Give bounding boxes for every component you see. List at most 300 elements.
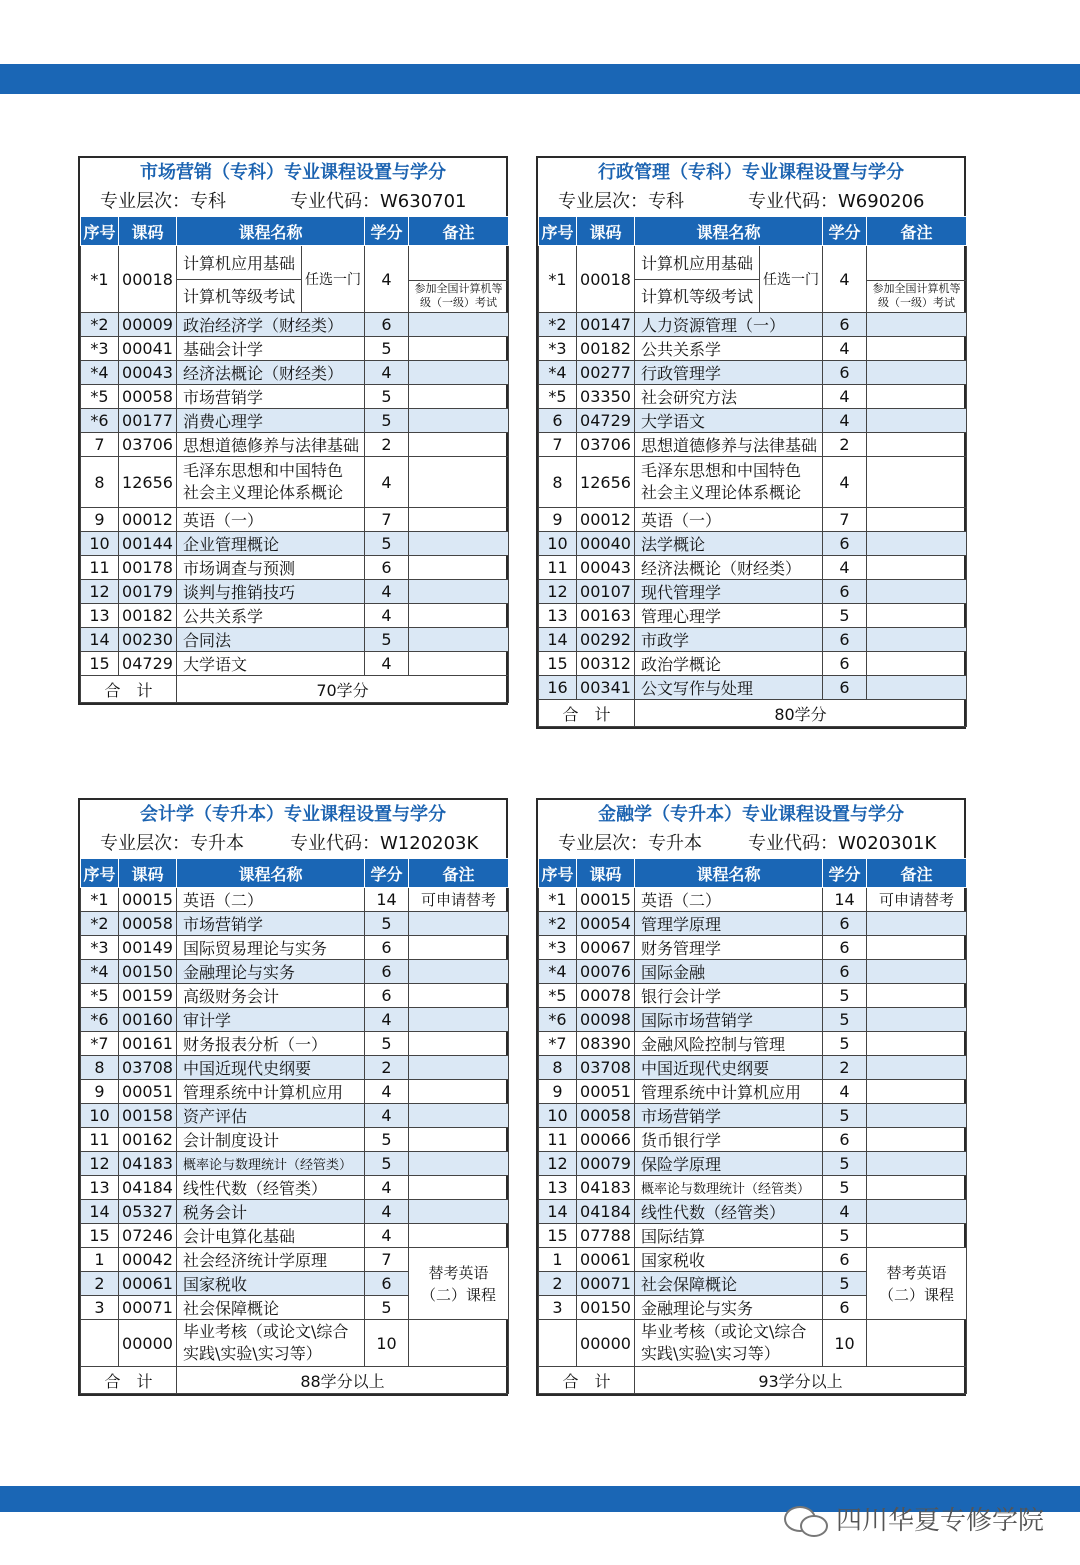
- course-code: 00051: [119, 1080, 177, 1104]
- course-name: 中国近现代史纲要: [635, 1056, 823, 1080]
- row-no: 9: [81, 1080, 119, 1104]
- header-credit: 学分: [823, 217, 867, 246]
- course-note: [867, 508, 967, 532]
- major-level: 专业层次：专升本: [100, 833, 244, 854]
- course-credit: 6: [823, 936, 867, 960]
- panel-meta: [80, 830, 506, 858]
- panel-title: 会计学（专升本）专业课程设置与学分: [140, 804, 446, 825]
- row-no: *6: [539, 1008, 577, 1032]
- table-row: [539, 556, 967, 580]
- table-row-choice: [81, 246, 509, 281]
- course-table: [80, 216, 509, 703]
- row-no: *5: [81, 984, 119, 1008]
- course-credit: 4: [365, 246, 409, 313]
- course-note-empty: [409, 246, 509, 281]
- footer-brand: [784, 1500, 1044, 1537]
- course-name: 英语（二）: [177, 888, 365, 912]
- alt-course-note: [409, 1248, 509, 1320]
- row-no: 7: [539, 433, 577, 457]
- course-name: 概率论与数理统计（经管类）: [177, 1152, 365, 1176]
- row-no: [81, 1320, 119, 1367]
- course-name: 管理系统中计算机应用: [177, 1080, 365, 1104]
- table-row: [539, 1032, 967, 1056]
- course-credit: 5: [365, 337, 409, 361]
- course-name: 思想道德修养与法律基础: [635, 433, 823, 457]
- row-no: *5: [81, 385, 119, 409]
- header-code: 课码: [119, 859, 177, 888]
- table-total-row: [539, 700, 967, 727]
- course-name: 国际金融: [635, 960, 823, 984]
- table-row: [539, 580, 967, 604]
- row-no: 10: [539, 1104, 577, 1128]
- table-row-thesis: [539, 1320, 967, 1367]
- course-code: 00009: [119, 313, 177, 337]
- table-header-row: [539, 859, 967, 888]
- row-no: *4: [81, 361, 119, 385]
- course-note: [867, 1032, 967, 1056]
- course-credit: 4: [365, 604, 409, 628]
- course-credit: 14: [365, 888, 409, 912]
- course-code: 04729: [577, 409, 635, 433]
- course-note: 可申请替考: [867, 888, 967, 912]
- course-name: 公文写作与处理: [635, 676, 823, 700]
- course-credit: 5: [823, 604, 867, 628]
- total-label: 合 计: [539, 700, 635, 727]
- course-credit: 6: [823, 313, 867, 337]
- course-note: [867, 409, 967, 433]
- table-row: [81, 433, 509, 457]
- course-credit: 5: [365, 1128, 409, 1152]
- header-code: 课码: [119, 217, 177, 246]
- row-no: [539, 1320, 577, 1367]
- table-row: [81, 1128, 509, 1152]
- course-note: [867, 361, 967, 385]
- table-row: [539, 1104, 967, 1128]
- course-credit: 6: [365, 313, 409, 337]
- header-name: 课程名称: [177, 217, 365, 246]
- course-code: 00040: [577, 532, 635, 556]
- table-row: [539, 1200, 967, 1224]
- major-level: 专业层次：专科: [558, 191, 684, 212]
- course-credit: 7: [823, 508, 867, 532]
- course-note: [867, 628, 967, 652]
- course-name: 现代管理学: [635, 580, 823, 604]
- course-code: 00012: [577, 508, 635, 532]
- course-note: [409, 409, 509, 433]
- course-note: [867, 1080, 967, 1104]
- table-row: [539, 457, 967, 508]
- course-name: 线性代数（经管类）: [635, 1200, 823, 1224]
- row-no: 3: [81, 1296, 119, 1320]
- course-note: 可申请替考: [409, 888, 509, 912]
- course-option-a: 计算机应用基础: [635, 246, 760, 279]
- course-code: 00000: [119, 1320, 177, 1367]
- course-note: [867, 1008, 967, 1032]
- course-name: 英语（一）: [177, 508, 365, 532]
- row-no: *4: [539, 960, 577, 984]
- table-row: [81, 936, 509, 960]
- course-code: 07788: [577, 1224, 635, 1248]
- table-row: [81, 1008, 509, 1032]
- course-credit: 5: [365, 532, 409, 556]
- course-name: 大学语文: [177, 652, 365, 676]
- course-credit: 5: [823, 1176, 867, 1200]
- course-credit: 5: [823, 1008, 867, 1032]
- row-no: 13: [539, 604, 577, 628]
- table-total-row: [81, 676, 509, 703]
- course-code: 00043: [577, 556, 635, 580]
- panel-title: 金融学（专升本）专业课程设置与学分: [598, 804, 904, 825]
- course-name: 金融风险控制与管理: [635, 1032, 823, 1056]
- header-code: 课码: [577, 859, 635, 888]
- course-name: 会计制度设计: [177, 1128, 365, 1152]
- course-note: [867, 1200, 967, 1224]
- table-header-row: [81, 859, 509, 888]
- table-row-thesis: [81, 1320, 509, 1367]
- course-note: [409, 361, 509, 385]
- panel-title: 行政管理（专科）专业课程设置与学分: [598, 162, 904, 183]
- table-row: [539, 433, 967, 457]
- course-code: 03708: [119, 1056, 177, 1080]
- course-note: [409, 337, 509, 361]
- row-no: 1: [539, 1248, 577, 1272]
- course-credit: 6: [823, 1128, 867, 1152]
- course-name-line1: 毕业考核（或论文\综合: [183, 1322, 349, 1341]
- header-credit: 学分: [823, 859, 867, 888]
- course-code: 00015: [119, 888, 177, 912]
- course-name: 法学概论: [635, 532, 823, 556]
- course-note: [409, 628, 509, 652]
- course-name: 英语（二）: [635, 888, 823, 912]
- course-name: 社会保障概论: [635, 1272, 823, 1296]
- course-credit: 4: [365, 1080, 409, 1104]
- course-credit: 4: [365, 1104, 409, 1128]
- table-row: [539, 936, 967, 960]
- table-row: [539, 676, 967, 700]
- table-row: [539, 337, 967, 361]
- alt-note-line1: 替考英语: [886, 1263, 947, 1282]
- table-row: [81, 912, 509, 936]
- course-note: [867, 984, 967, 1008]
- course-code: 03350: [577, 385, 635, 409]
- course-credit: 4: [365, 652, 409, 676]
- table-row: [81, 1224, 509, 1248]
- course-code: 03708: [577, 1056, 635, 1080]
- course-note: [867, 433, 967, 457]
- table-row: [539, 1248, 967, 1272]
- course-name: 政治学概论: [635, 652, 823, 676]
- course-name: 政治经济学（财经类）: [177, 313, 365, 337]
- row-no: 13: [539, 1176, 577, 1200]
- course-name: 市场调查与预测: [177, 556, 365, 580]
- course-name: 经济法概论（财经类）: [635, 556, 823, 580]
- course-name: 社会经济统计学原理: [177, 1248, 365, 1272]
- course-name: 会计电算化基础: [177, 1224, 365, 1248]
- course-name: 基础会计学: [177, 337, 365, 361]
- course-code: 00182: [577, 337, 635, 361]
- header-note: 备注: [409, 859, 509, 888]
- row-no: 14: [81, 1200, 119, 1224]
- table-row: [539, 361, 967, 385]
- row-no: 12: [539, 580, 577, 604]
- course-code: 00076: [577, 960, 635, 984]
- course-credit: 4: [365, 1008, 409, 1032]
- finance-course-panel: [536, 798, 966, 1396]
- course-code: 00150: [119, 960, 177, 984]
- row-no: 8: [81, 457, 119, 508]
- course-name: [177, 457, 365, 508]
- course-code: 12656: [119, 457, 177, 508]
- course-code: 03706: [577, 433, 635, 457]
- table-row: [539, 532, 967, 556]
- course-code: 00182: [119, 604, 177, 628]
- course-code: 00277: [577, 361, 635, 385]
- row-no: 15: [539, 652, 577, 676]
- table-row: [539, 912, 967, 936]
- course-code: 00159: [119, 984, 177, 1008]
- row-no: 9: [81, 508, 119, 532]
- course-name: 税务会计: [177, 1200, 365, 1224]
- header-no: 序号: [539, 217, 577, 246]
- course-credit: 4: [823, 556, 867, 580]
- row-no: 16: [539, 676, 577, 700]
- row-no: 10: [81, 1104, 119, 1128]
- header-credit: 学分: [365, 859, 409, 888]
- course-name: 市场营销学: [177, 912, 365, 936]
- course-name: 国际市场营销学: [635, 1008, 823, 1032]
- course-code: 00147: [577, 313, 635, 337]
- course-name: 英语（一）: [635, 508, 823, 532]
- course-code: 08390: [577, 1032, 635, 1056]
- course-code: 04729: [119, 652, 177, 676]
- major-level: 专业层次：专升本: [558, 833, 702, 854]
- wechat-icon: [784, 1504, 828, 1534]
- course-credit: 6: [823, 532, 867, 556]
- course-option-a: 计算机应用基础: [177, 246, 302, 279]
- table-total-row: [81, 1367, 509, 1394]
- row-no: *4: [81, 960, 119, 984]
- course-note: [409, 1008, 509, 1032]
- row-no: 12: [81, 1152, 119, 1176]
- course-code: 00149: [119, 936, 177, 960]
- course-credit: 6: [365, 1272, 409, 1296]
- major-code: 专业代码：W690206: [748, 191, 925, 212]
- course-name: [177, 1320, 365, 1367]
- course-name-choice: [177, 246, 365, 313]
- course-note: [867, 936, 967, 960]
- course-option-b: 计算机等级考试: [635, 279, 760, 312]
- course-name: 国际结算: [635, 1224, 823, 1248]
- table-header-row: [539, 217, 967, 246]
- table-row: [81, 361, 509, 385]
- row-no: 9: [539, 1080, 577, 1104]
- course-name-line2: 社会主义理论体系概论: [641, 483, 802, 502]
- course-code: 00341: [577, 676, 635, 700]
- course-note: [867, 532, 967, 556]
- course-note: [409, 1056, 509, 1080]
- course-credit: 4: [823, 457, 867, 508]
- course-credit: 2: [365, 433, 409, 457]
- course-name: 社会保障概论: [177, 1296, 365, 1320]
- course-code: 04184: [119, 1176, 177, 1200]
- table-row: [539, 1056, 967, 1080]
- course-note: [867, 457, 967, 508]
- course-credit: 6: [823, 361, 867, 385]
- course-name: 审计学: [177, 1008, 365, 1032]
- course-credit: 4: [823, 385, 867, 409]
- course-name: 管理心理学: [635, 604, 823, 628]
- course-note: [867, 1224, 967, 1248]
- row-no: *6: [81, 1008, 119, 1032]
- total-label: 合 计: [539, 1367, 635, 1394]
- table-row: [539, 385, 967, 409]
- course-name-line1: 毕业考核（或论文\综合: [641, 1322, 807, 1341]
- course-name: 金融理论与实务: [177, 960, 365, 984]
- course-credit: 5: [823, 1032, 867, 1056]
- panel-meta: [538, 188, 964, 216]
- course-name: 中国近现代史纲要: [177, 1056, 365, 1080]
- table-row: [539, 1080, 967, 1104]
- course-code: 00058: [577, 1104, 635, 1128]
- row-no: *1: [81, 888, 119, 912]
- row-no: *2: [81, 912, 119, 936]
- row-no: 2: [81, 1272, 119, 1296]
- course-note: [409, 433, 509, 457]
- row-no: 15: [81, 652, 119, 676]
- course-credit: 6: [365, 936, 409, 960]
- course-code: 00071: [119, 1296, 177, 1320]
- course-note: [867, 604, 967, 628]
- course-note: [867, 1056, 967, 1080]
- course-note: [409, 1104, 509, 1128]
- course-code: 00177: [119, 409, 177, 433]
- table-row: [539, 888, 967, 912]
- course-note: [867, 652, 967, 676]
- row-no: 11: [81, 1128, 119, 1152]
- course-credit: 10: [823, 1320, 867, 1367]
- table-row: [81, 960, 509, 984]
- course-note: [409, 1224, 509, 1248]
- panel-meta: [538, 830, 964, 858]
- course-note: [867, 1176, 967, 1200]
- choice-label: 任选一门: [763, 272, 819, 288]
- course-code: 07246: [119, 1224, 177, 1248]
- table-header-row: [81, 217, 509, 246]
- course-code: 00015: [577, 888, 635, 912]
- table-row: [81, 337, 509, 361]
- row-no: *2: [539, 313, 577, 337]
- table-row: [539, 628, 967, 652]
- alt-note-line2: （二）课程: [878, 1285, 954, 1304]
- course-name: 消费心理学: [177, 409, 365, 433]
- course-code: 00018: [119, 246, 177, 313]
- course-credit: 10: [365, 1320, 409, 1367]
- course-note: [409, 1320, 509, 1367]
- row-no: 13: [81, 1176, 119, 1200]
- course-note: [409, 1200, 509, 1224]
- course-credit: 6: [823, 912, 867, 936]
- header-name: 课程名称: [635, 217, 823, 246]
- course-credit: 5: [823, 1272, 867, 1296]
- table-row: [81, 385, 509, 409]
- row-no: *1: [539, 246, 577, 313]
- course-credit: 6: [823, 628, 867, 652]
- course-name-line1: 毛泽东思想和中国特色: [641, 461, 802, 480]
- row-no: *7: [81, 1032, 119, 1056]
- table-row: [81, 652, 509, 676]
- row-no: 3: [539, 1296, 577, 1320]
- course-name: 公共关系学: [177, 604, 365, 628]
- course-code: 00058: [119, 385, 177, 409]
- course-note: 参加全国计算机等级（一级）考试: [409, 280, 509, 312]
- row-no: *3: [81, 337, 119, 361]
- course-code: 00042: [119, 1248, 177, 1272]
- header-note: 备注: [409, 217, 509, 246]
- course-credit: 4: [365, 580, 409, 604]
- course-credit: 6: [823, 652, 867, 676]
- course-credit: 4: [823, 1080, 867, 1104]
- table-row-choice: [539, 246, 967, 281]
- table-row: [81, 580, 509, 604]
- course-note: [867, 556, 967, 580]
- course-name: [635, 457, 823, 508]
- course-credit: 2: [365, 1056, 409, 1080]
- course-credit: 7: [365, 508, 409, 532]
- row-no: 6: [539, 409, 577, 433]
- row-no: *3: [539, 337, 577, 361]
- row-no: *2: [81, 313, 119, 337]
- course-credit: 4: [823, 337, 867, 361]
- course-credit: 7: [365, 1248, 409, 1272]
- course-credit: 2: [823, 433, 867, 457]
- administration-course-panel: [536, 156, 966, 729]
- total-label: 合 计: [81, 676, 177, 703]
- course-note: [409, 1128, 509, 1152]
- table-row: [81, 457, 509, 508]
- course-name: 思想道德修养与法律基础: [177, 433, 365, 457]
- total-value: 70学分: [177, 676, 509, 703]
- course-option-b: 计算机等级考试: [177, 279, 302, 312]
- course-note: 参加全国计算机等级（一级）考试: [867, 280, 967, 312]
- panel-title: 市场营销（专科）专业课程设置与学分: [140, 162, 446, 183]
- course-table: [538, 858, 967, 1394]
- course-credit: 6: [823, 1248, 867, 1272]
- course-code: 00018: [577, 246, 635, 313]
- table-row: [539, 960, 967, 984]
- row-no: 14: [539, 1200, 577, 1224]
- course-code: 00158: [119, 1104, 177, 1128]
- course-code: 00041: [119, 337, 177, 361]
- course-code: 00066: [577, 1128, 635, 1152]
- table-row: [81, 604, 509, 628]
- course-code: 00071: [577, 1272, 635, 1296]
- row-no: *2: [539, 912, 577, 936]
- course-name-line2: 社会主义理论体系概论: [183, 483, 344, 502]
- course-name: 财务报表分析（一）: [177, 1032, 365, 1056]
- row-no: 11: [539, 556, 577, 580]
- course-credit: 4: [823, 1200, 867, 1224]
- row-no: 8: [539, 457, 577, 508]
- table-row: [81, 1104, 509, 1128]
- course-note: [867, 337, 967, 361]
- course-note: [409, 984, 509, 1008]
- row-no: *1: [81, 246, 119, 313]
- marketing-course-panel: [78, 156, 508, 705]
- course-name: 国家税收: [177, 1272, 365, 1296]
- course-credit: 4: [823, 409, 867, 433]
- course-code: 00000: [577, 1320, 635, 1367]
- course-code: 00160: [119, 1008, 177, 1032]
